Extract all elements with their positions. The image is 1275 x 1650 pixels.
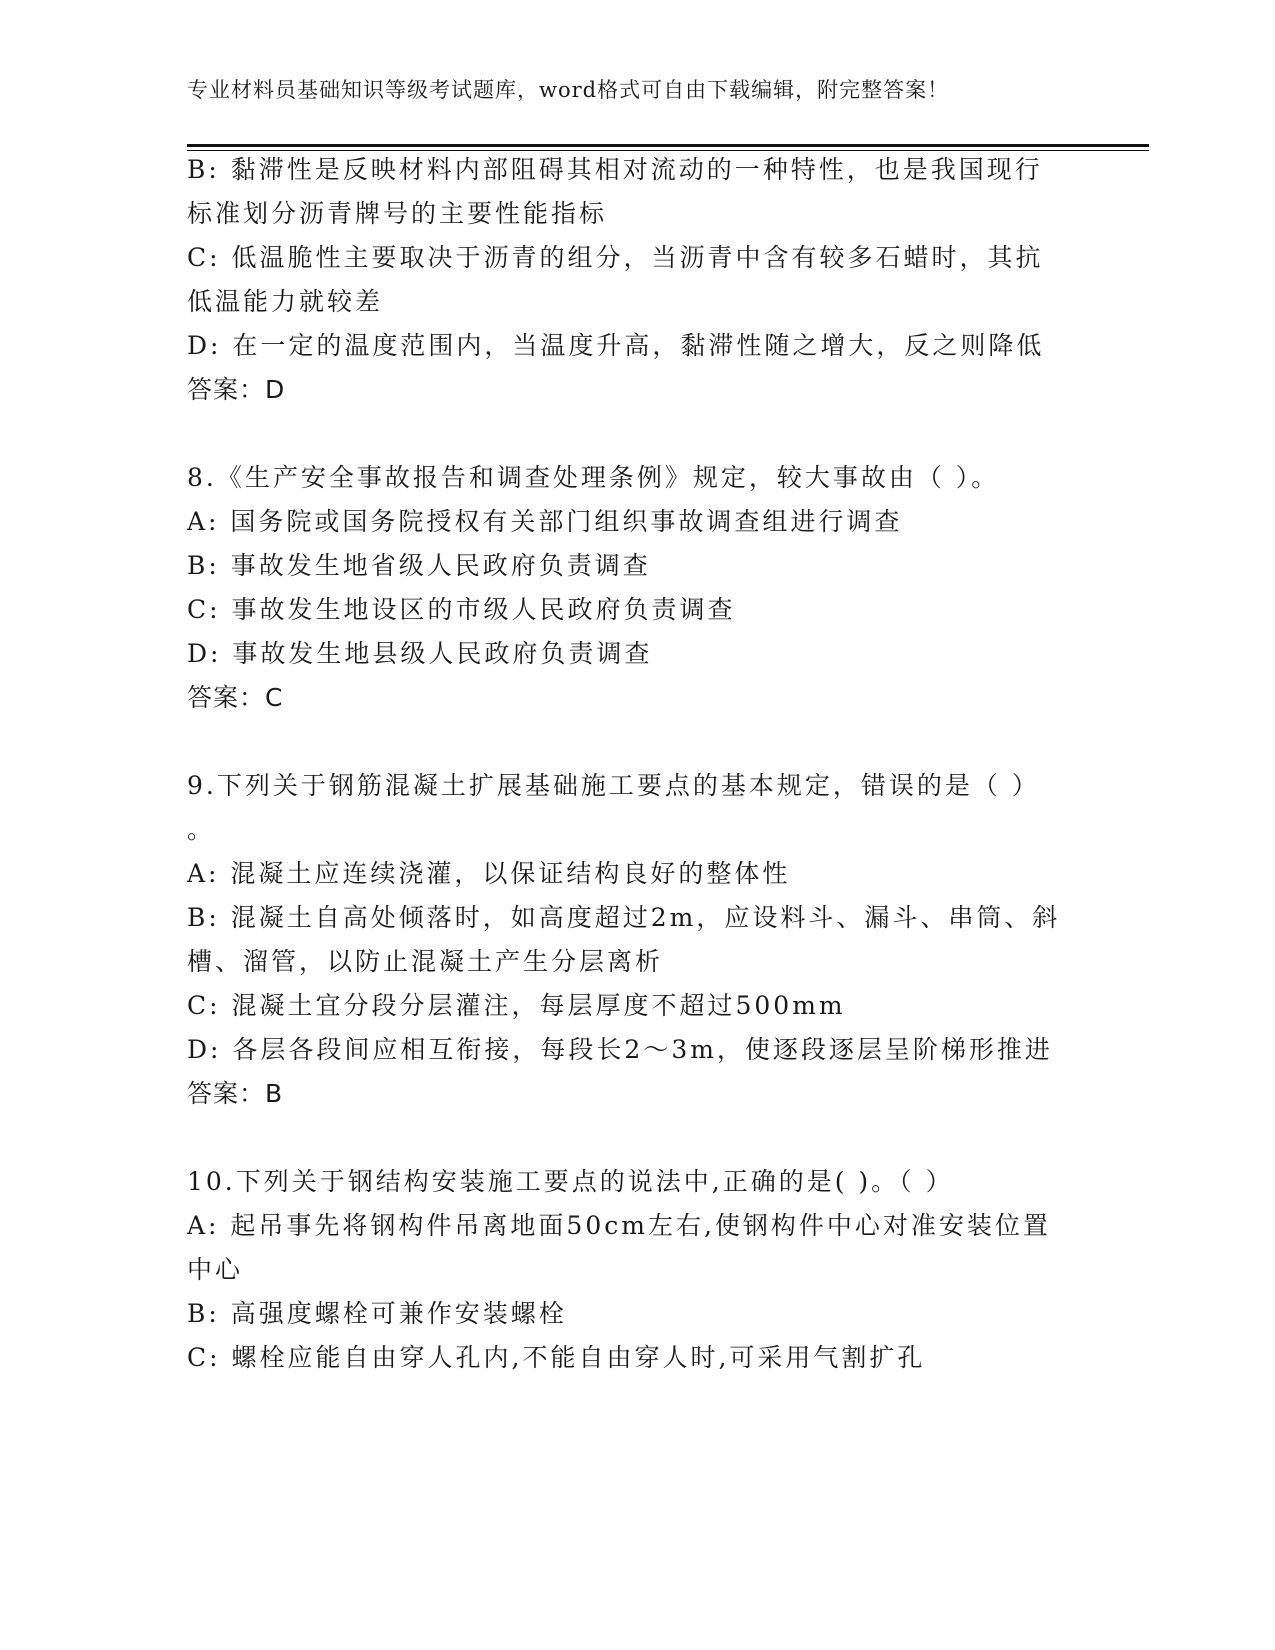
q8-question: 8.《生产安全事故报告和调查处理条例》规定，较大事故由（ ）。 <box>187 463 1000 492</box>
q7-option-b-line1: B: 黏滞性是反映材料内部阻碍其相对流动的一种特性，也是我国现行 <box>187 155 1043 184</box>
q7-answer: 答案：D <box>187 375 286 404</box>
q10-option-a-line2: 中心 <box>187 1255 244 1284</box>
q8-option-d: D: 事故发生地县级人民政府负责调查 <box>187 639 653 668</box>
q10-option-c: C: 螺栓应能自由穿人孔内,不能自由穿人时,可采用气割扩孔 <box>187 1343 926 1372</box>
q10-question: 10.下列关于钢结构安装施工要点的说法中,正确的是( )。（ ） <box>187 1167 954 1196</box>
q8-option-c: C: 事故发生地设区的市级人民政府负责调查 <box>187 595 736 624</box>
q9-option-b-line2: 槽、溜管，以防止混凝土产生分层离析 <box>187 947 664 976</box>
q9-option-b-line1: B: 混凝土自高处倾落时，如高度超过2m，应设料斗、漏斗、串筒、斜 <box>187 903 1061 932</box>
q10-option-a-line1: A: 起吊事先将钢构件吊离地面50cm左右,使钢构件中心对准安装位置 <box>187 1211 1051 1240</box>
q10-option-b: B: 高强度螺栓可兼作安装螺栓 <box>187 1299 567 1328</box>
q9-option-a: A: 混凝土应连续浇灌，以保证结构良好的整体性 <box>187 859 791 888</box>
q7-option-c-line2: 低温能力就较差 <box>187 287 384 316</box>
q7-option-d: D: 在一定的温度范围内，当温度升高，黏滞性随之增大，反之则降低 <box>187 331 1045 360</box>
q9-question-line1: 9.下列关于钢筋混凝土扩展基础施工要点的基本规定，错误的是（ ） <box>187 771 1040 800</box>
q7-option-b-line2: 标准划分沥青牌号的主要性能指标 <box>187 199 608 228</box>
document-header: 专业材料员基础知识等级考试题库，word格式可自由下载编辑，附完整答案！ <box>187 78 950 102</box>
q9-question-line2: 。 <box>187 815 216 844</box>
q8-option-a: A: 国务院或国务院授权有关部门组织事故调查组进行调查 <box>187 507 903 536</box>
header-divider-thin <box>187 150 1149 151</box>
header-divider-thick <box>187 144 1149 147</box>
q7-option-c-line1: C: 低温脆性主要取决于沥青的组分，当沥青中含有较多石蜡时，其抗 <box>187 243 1044 272</box>
q9-option-d: D: 各层各段间应相互衔接，每段长2～3m，使逐段逐层呈阶梯形推进 <box>187 1035 1053 1064</box>
q9-option-c: C: 混凝土宜分段分层灌注，每层厚度不超过500mm <box>187 991 846 1020</box>
q9-answer: 答案：B <box>187 1079 284 1108</box>
q8-answer: 答案：C <box>187 683 284 712</box>
q8-option-b: B: 事故发生地省级人民政府负责调查 <box>187 551 651 580</box>
